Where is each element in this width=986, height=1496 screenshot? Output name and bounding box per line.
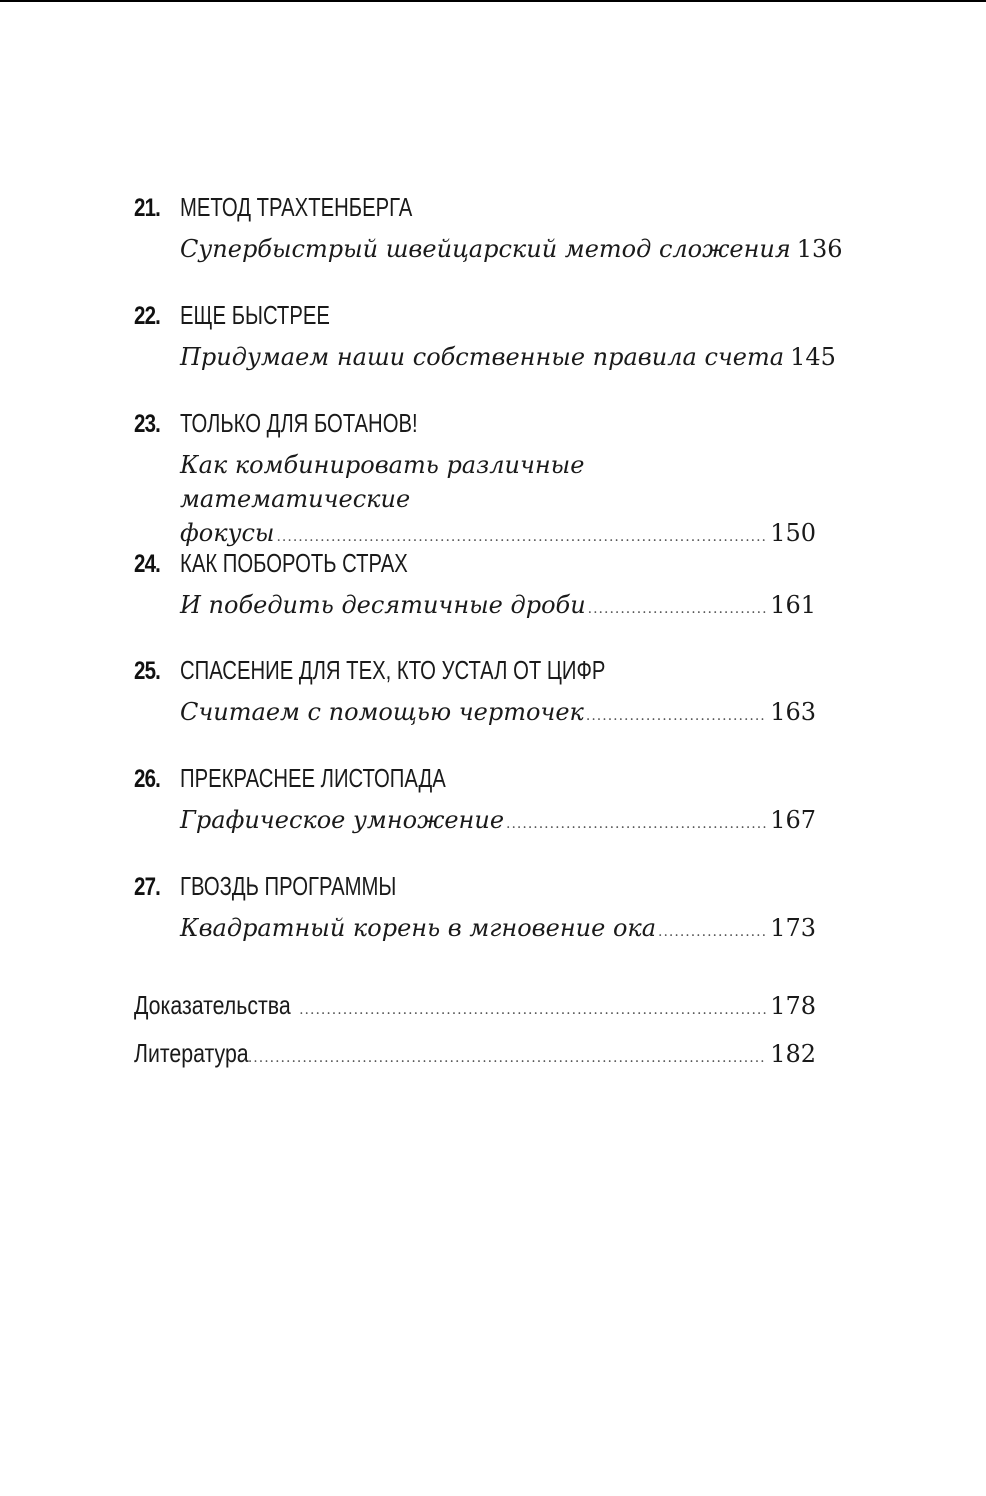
subtitle-text: Считаем с помощью черточек xyxy=(180,698,584,726)
leader-line xyxy=(180,695,816,733)
page-number: 136 xyxy=(796,235,843,263)
page-number: 163 xyxy=(770,698,816,726)
dot-leader xyxy=(586,699,766,733)
leader-line xyxy=(180,588,816,626)
chapter-subtitle xyxy=(180,588,816,626)
leader-line xyxy=(180,232,843,270)
chapter-number: 24. xyxy=(134,550,161,578)
toc-entry-21[interactable] xyxy=(134,192,843,270)
page-number: 161 xyxy=(770,591,816,619)
chapter-title: КАК ПОБОРОТЬ СТРАХ xyxy=(180,548,408,578)
page-number: 178 xyxy=(770,992,816,1020)
chapter-heading xyxy=(134,655,816,695)
chapter-heading xyxy=(134,408,816,448)
toc-entry-24[interactable] xyxy=(134,548,816,626)
chapter-heading xyxy=(134,763,816,803)
dot-leader xyxy=(658,915,766,949)
subtitle-text: Квадратный корень в мгновение ока xyxy=(180,914,657,942)
chapter-heading xyxy=(134,192,816,232)
page-number: 150 xyxy=(770,519,816,547)
dot-leader xyxy=(299,1002,766,1018)
toc-entry-27[interactable] xyxy=(134,871,816,949)
chapter-title: ПРЕКРАСНЕЕ ЛИСТОПАДА xyxy=(180,763,446,793)
dot-leader xyxy=(248,1050,766,1066)
chapter-title: МЕТОД ТРАХТЕНБЕРГА xyxy=(180,192,413,222)
page-number: 167 xyxy=(770,806,816,834)
chapter-number: 21. xyxy=(134,194,161,222)
chapter-title: ТОЛЬКО ДЛЯ БОТАНОВ! xyxy=(180,408,418,438)
chapter-heading xyxy=(134,871,816,911)
dot-leader xyxy=(588,592,767,626)
chapter-number: 22. xyxy=(134,302,161,330)
toc-entry-22[interactable] xyxy=(134,300,836,378)
page-number: 145 xyxy=(790,343,836,371)
chapter-subtitle xyxy=(180,232,843,270)
backmatter xyxy=(134,990,816,1086)
chapter-heading xyxy=(134,548,816,588)
chapter-number: 27. xyxy=(134,873,161,901)
subtitle-text: И победить десятичные дроби xyxy=(180,591,586,619)
subtitle-text: фокусы xyxy=(180,519,275,547)
chapter-title: СПАСЕНИЕ ДЛЯ ТЕХ, КТО УСТАЛ ОТ ЦИФР xyxy=(180,655,606,685)
page-number: 182 xyxy=(770,1040,816,1068)
chapter-title: ЕЩЕ БЫСТРЕЕ xyxy=(180,300,330,330)
subtitle-text: Придумаем наши собственные правила счета xyxy=(180,343,785,371)
chapter-number: 26. xyxy=(134,765,161,793)
subtitle-text: Графическое умножение xyxy=(180,806,505,834)
leader-line xyxy=(180,911,816,949)
backmatter-label: Доказательства xyxy=(134,990,291,1020)
page-number: 173 xyxy=(770,914,816,942)
subtitle-line: Как комбинировать различные математические xyxy=(180,451,585,513)
chapter-subtitle xyxy=(180,448,816,554)
chapter-number: 23. xyxy=(134,410,161,438)
chapter-subtitle xyxy=(180,340,836,378)
toc-entry-26[interactable] xyxy=(134,763,816,841)
chapter-heading xyxy=(134,300,816,340)
subtitle-text: Супербыстрый швейцарский метод сложения xyxy=(180,235,791,263)
backmatter-label: Литература xyxy=(134,1038,249,1068)
chapter-subtitle xyxy=(180,803,816,841)
leader-line xyxy=(180,803,816,841)
dot-leader xyxy=(506,807,766,841)
top-rule xyxy=(0,0,986,2)
toc-entry-25[interactable] xyxy=(134,655,816,733)
leader-line xyxy=(180,340,836,378)
chapter-title: ГВОЗДЬ ПРОГРАММЫ xyxy=(180,871,397,901)
chapter-subtitle xyxy=(180,695,816,733)
chapter-number: 25. xyxy=(134,657,161,685)
chapter-subtitle xyxy=(180,911,816,949)
toc-entry-literature[interactable] xyxy=(134,1038,816,1086)
toc-entry-proofs[interactable] xyxy=(134,990,816,1038)
toc-entry-23[interactable] xyxy=(134,408,816,554)
